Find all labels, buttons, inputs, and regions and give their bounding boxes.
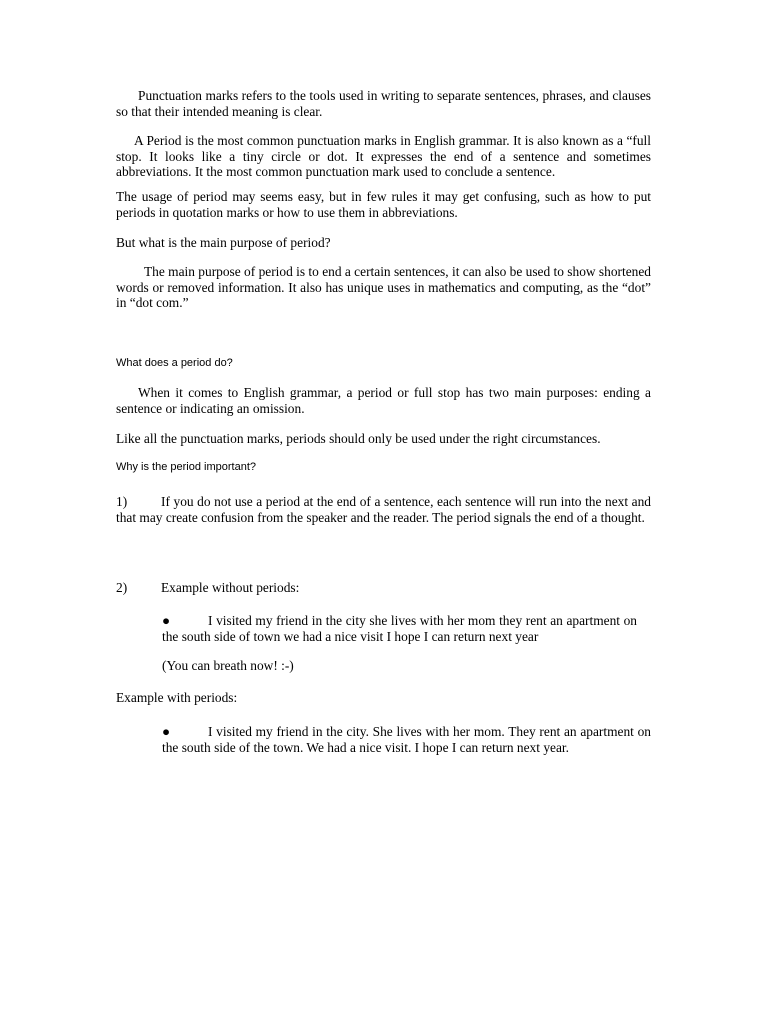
example-with-periods [162, 724, 651, 755]
example-without-text-part2: the south side of town we had a nice visit I hope I can return next year [162, 628, 539, 644]
breath-note: (You can breath now! :-) [162, 658, 294, 673]
two-purposes-paragraph: When it comes to English grammar, a period or full stop has two main purposes: ending a sentence or indicating an omission. [116, 385, 651, 416]
list-item-2-number: 2) [116, 580, 128, 595]
heading-what-does-period-do: What does a period do? [116, 357, 233, 369]
document-page [116, 0, 651, 1024]
list-item-1 [116, 494, 651, 525]
circumstances-paragraph: Like all the punctuation marks, periods should only be used under the right circumstances. [116, 431, 601, 446]
example-without-periods [162, 613, 651, 644]
example-with-text: I visited my friend in the city. She lives with her mom. They rent an apartment on the south side of the town. We had a nice visit. I hope I can return next year. [162, 724, 651, 755]
example-without-text-part1: I visited my friend in the city she lives with her mom they rent an apartment on [208, 613, 637, 628]
list-item-1-number: 1) [116, 494, 128, 509]
usage-paragraph: The usage of period may seems easy, but in few rules it may get confusing, such as how to put periods in quotation marks or how to use them in abbreviations. [116, 189, 651, 220]
period-definition-paragraph: A Period is the most common punctuation marks in English grammar. It is also known as a “full stop. It looks like a tiny circle or dot. It expresses the end of a sentence and sometimes abbreviations. It the most common punctuation mark used to conclude a sentence. [116, 133, 651, 180]
list-item-2 [116, 580, 651, 596]
question-paragraph: But what is the main purpose of period? [116, 235, 331, 250]
heading-why-period-important: Why is the period important? [116, 461, 257, 473]
main-purpose-paragraph: The main purpose of period is to end a certain sentences, it can also be used to show shortened words or removed information. It also has unique uses in mathematics and computing, as the “dot” in “dot com.” [116, 264, 651, 311]
example-with-heading: Example with periods: [116, 690, 238, 705]
bullet-icon: ● [162, 724, 171, 739]
intro-paragraph: Punctuation marks refers to the tools used in writing to separate sentences, phrases, and clauses so that their intended meaning is clear. [116, 88, 651, 119]
list-item-1-text: If you do not use a period at the end of a sentence, each sentence will run into the next and that may create confusion from the speaker and the reader. The period signals the end of a thought. [116, 494, 651, 525]
bullet-icon: ● [162, 613, 171, 628]
list-item-2-text: Example without periods: [161, 580, 300, 595]
